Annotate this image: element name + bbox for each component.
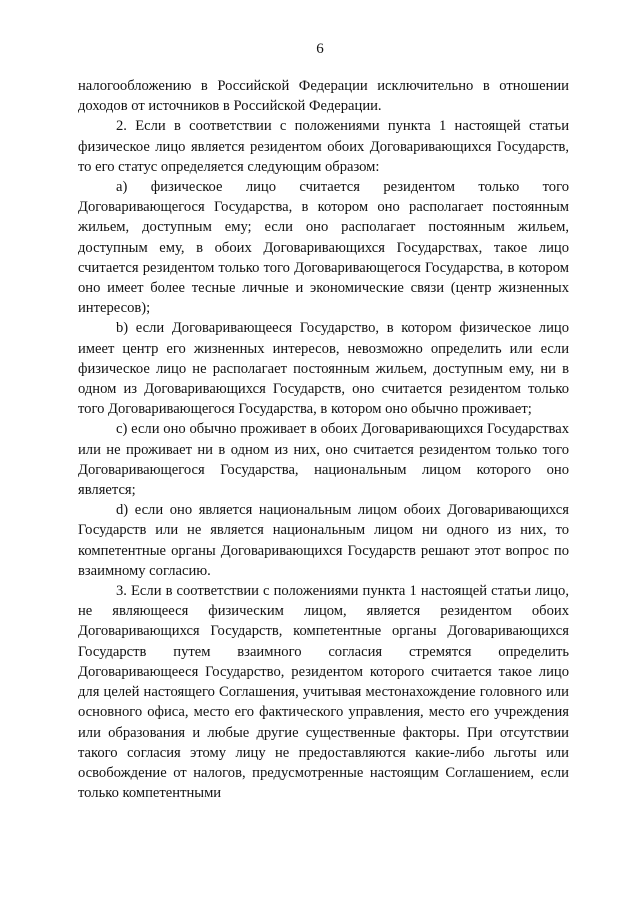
paragraph-clause-2: 2. Если в соответствии с положениями пункта 1 настоящей статьи физическое лицо является резидентом обоих Договаривающихся Государств, то его статус определяется следующим образом: [78, 118, 569, 175]
paragraph-subclause-c: c) если оно обычно проживает в обоих Договаривающихся Государствах или не проживает ни в одном из них, оно считается резидентом только того Договаривающегося Государства, национальным лицом которого оно является; [78, 421, 569, 499]
document-body [78, 76, 569, 803]
paragraph-continuation: налогообложению в Российской Федерации исключительно в отношении доходов от источников в Российской Федерации. [78, 78, 569, 115]
paragraph-subclause-d: d) если оно является национальным лицом обоих Договаривающихся Государств или не является национальным лицом ни одного из них, то компетентные органы Договаривающихся Государств решают этот вопрос по взаимному согласию. [78, 502, 569, 579]
paragraph-subclause-a: a) физическое лицо считается резидентом только того Договаривающегося Государства, в котором оно располагает постоянным жильем, доступным ему; если оно располагает постоянным жильем, доступным ему, в обоих Договаривающихся Государствах, такое лицо считается резидентом только того Договаривающегося Государства, в котором оно имеет более тесные личные и экономические связи (центр жизненных интересов); [78, 179, 569, 317]
paragraph-subclause-b: b) если Договаривающееся Государство, в котором физическое лицо имеет центр его жизненных интересов, невозможно определить или если физическое лицо не располагает постоянным жильем, доступным ему, ни в одном из Договаривающихся Государств, оно считается резидентом только того Договаривающегося Государства, в котором оно обычно проживает; [78, 320, 569, 418]
page-number: 6 [316, 41, 324, 57]
paragraph-clause-3: 3. Если в соответствии с положениями пункта 1 настоящей статьи лицо, не являющееся физическим лицом, является резидентом обоих Договаривающихся Государств, компетентные органы Договаривающихся Государств путем взаимного согласия стремятся определить Договаривающееся Государство, резидентом которого считается такое лицо для целей настоящего Соглашения, учитывая местонахождение головного или основного офиса, место его фактического управления, место его учреждения или образования и любые другие существенные факторы. При отсутствии такого согласия этому лицу не предоставляются какие-либо льготы или освобождение от налогов, предусмотренные настоящим Соглашением, если только компетентными [78, 583, 569, 802]
